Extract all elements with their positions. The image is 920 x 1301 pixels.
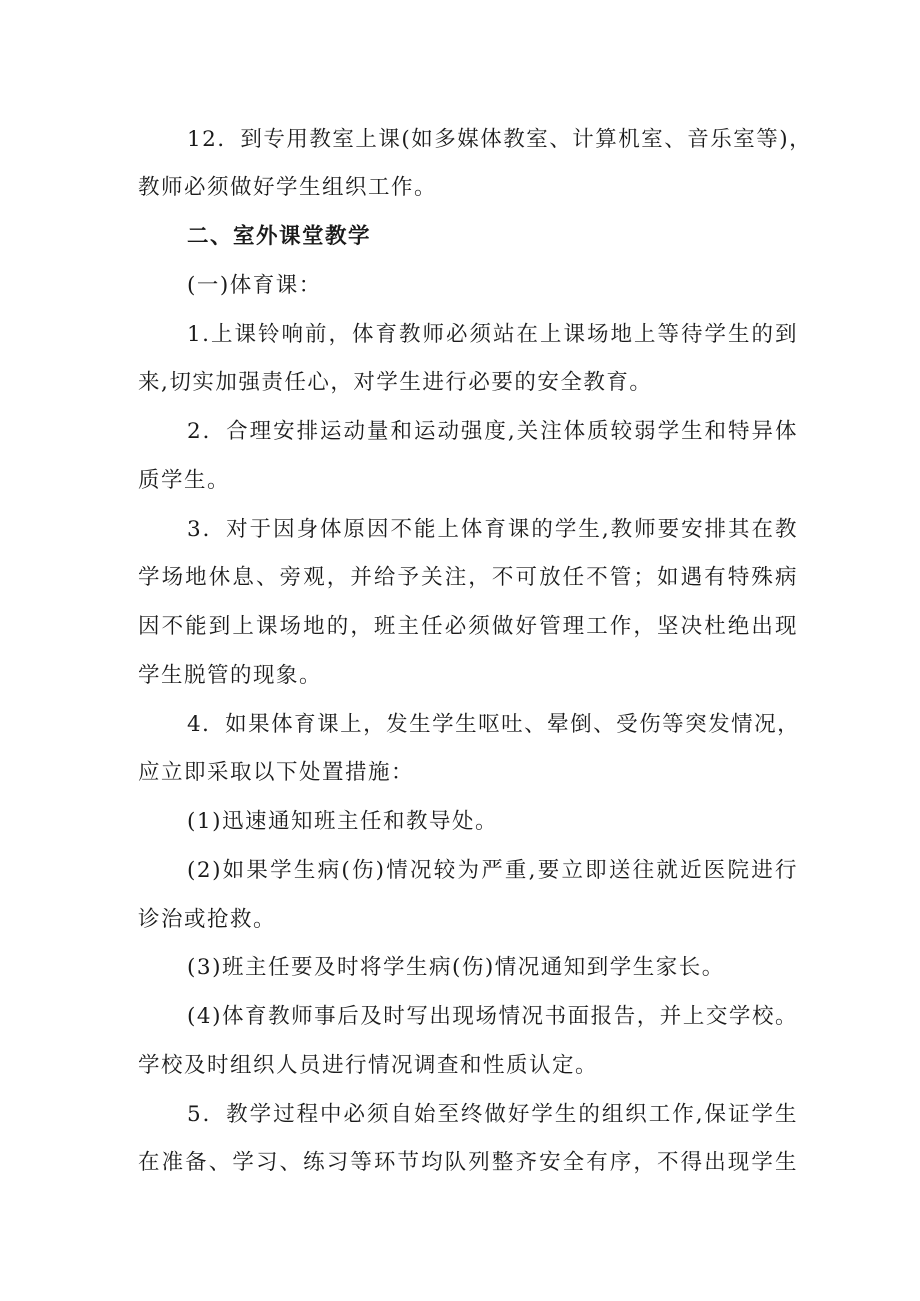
section-heading-outdoor: 二、室外课堂教学 — [187, 224, 372, 249]
item-4-line-2: 应立即采取以下处置措施： — [138, 760, 415, 785]
subsection-heading-pe: (一)体育课： — [187, 273, 322, 298]
measure-2-line-1: (2)如果学生病(伤)情况较为严重,要立即送往就近医院进行 — [187, 858, 798, 883]
item-2-line-1: 2．合理安排运动量和运动强度,关注体质较弱学生和特异体 — [187, 419, 798, 444]
measure-3: (3)班主任要及时将学生病(伤)情况通知到学生家长。 — [187, 955, 725, 980]
measure-4-line-1: (4)体育教师事后及时写出现场情况书面报告，并上交学校。 — [187, 1004, 798, 1029]
item-3-line-4: 学生脱管的现象。 — [138, 663, 323, 688]
item-5-line-2: 在准备、学习、练习等环节均队列整齐安全有序，不得出现学生 — [138, 1150, 798, 1175]
item-12-line-1: 12．到专用教室上课(如多媒体教室、计算机室、音乐室等)， — [187, 127, 813, 152]
item-4-line-1: 4．如果体育课上，发生学生呕吐、晕倒、受伤等突发情况， — [187, 712, 801, 737]
item-1-line-2: 来,切实加强责任心，对学生进行必要的安全教育。 — [138, 370, 653, 395]
measure-1: (1)迅速通知班主任和教导处。 — [187, 809, 498, 834]
item-1-line-1: 1.上课铃响前，体育教师必须站在上课场地上等待学生的到 — [187, 322, 798, 347]
item-3-line-2: 学场地休息、旁观，并给予关注，不可放任不管；如遇有特殊病 — [138, 565, 798, 590]
item-5-line-1: 5．教学过程中必须自始至终做好学生的组织工作,保证学生 — [187, 1102, 798, 1127]
item-12-line-2: 教师必须做好学生组织工作。 — [138, 175, 438, 200]
item-3-line-3: 因不能到上课场地的，班主任必须做好管理工作，坚决杜绝出现 — [138, 614, 798, 639]
item-2-line-2: 质学生。 — [138, 468, 231, 493]
measure-2-line-2: 诊治或抢救。 — [138, 907, 277, 932]
measure-4-line-2: 学校及时组织人员进行情况调查和性质认定。 — [138, 1053, 599, 1078]
item-3-line-1: 3．对于因身体原因不能上体育课的学生,教师要安排其在教 — [187, 517, 798, 542]
